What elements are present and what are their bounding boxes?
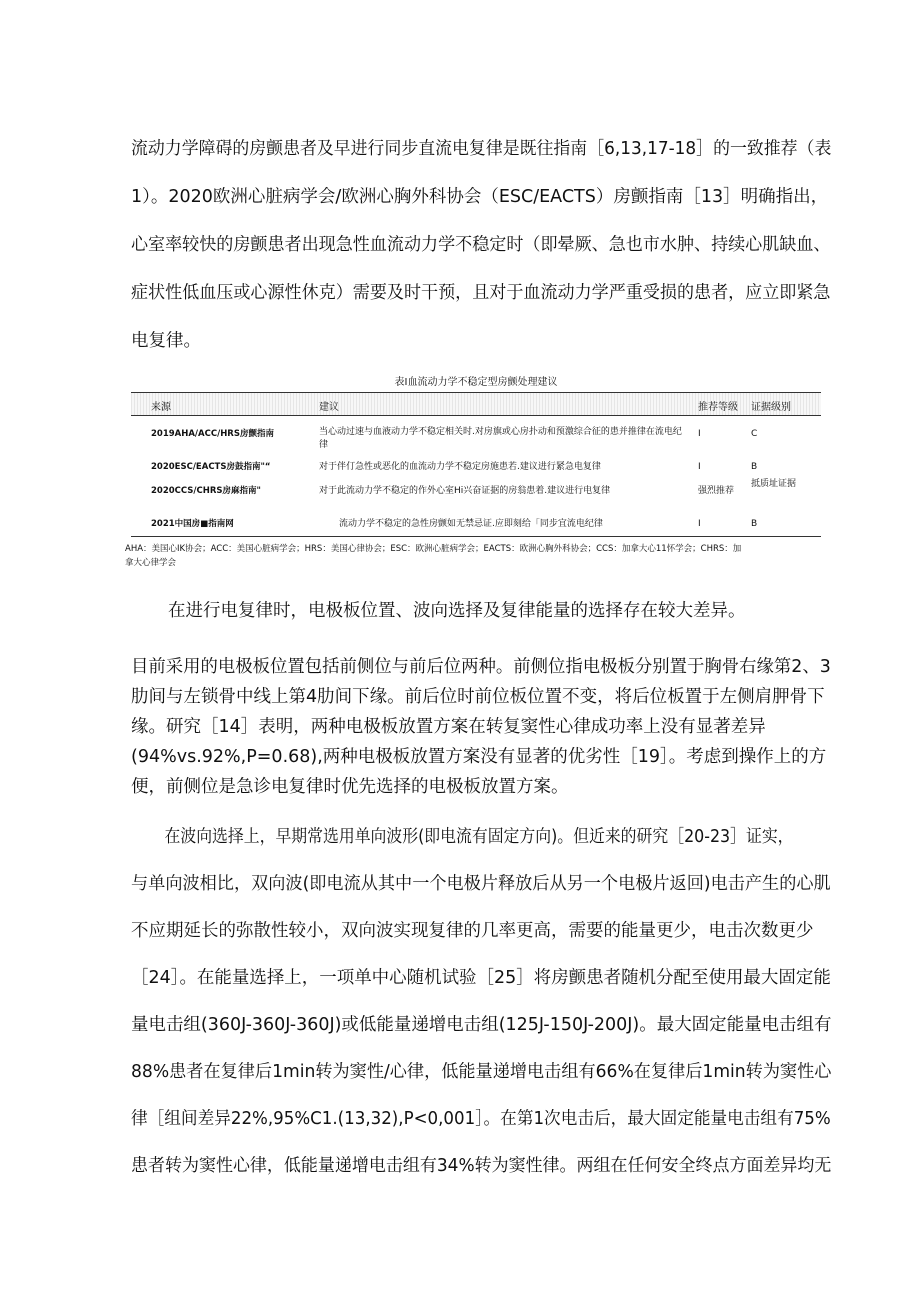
text-line: 流动力学障碍的房颤患者及早进行同步直流电复律是既往指南［6,13,17-18］的一致推荐（表 [131, 139, 832, 159]
text-line: 在波向选择上，早期常选用单向波形(即电流有固定方向)。但近来的研究［20-23］证实， [164, 827, 794, 847]
footnote-line: AHA：美国心IK协会；ACC：美国心脏病学会；HRS：美国心律协会；ESC：欧洲心脏病学会；EACTS：欧洲心胸外科协会；CCS：加拿大心11怀学会；CHRS：加 [125, 544, 742, 554]
recommendation-table [125, 376, 821, 570]
cell-recommendation: 对于此流动力学不稳定的作外心室Hi兴奋证据的房翁患着.建议进行电复律 [319, 486, 611, 496]
cell-evidence: B [751, 462, 758, 472]
text-line: 症状性低血压或心源性休克）需要及时干预，且对于血流动力学严重受损的患者，应立即紧急 [131, 283, 831, 303]
table-row [131, 452, 821, 476]
paragraph-3 [131, 656, 831, 806]
cell-level: I [698, 429, 701, 439]
footnote-line: 拿大心律学会 [125, 558, 177, 568]
text-line: 1）。2020欧洲心脏病学会/欧洲心胸外科协会（ESC/EACTS）房颤指南［13］明确指出， [131, 187, 829, 207]
text-line: 不应期延长的弥散性较小，双向波实现复律的几率更高，需要的能量更少，电击次数更少 [131, 921, 814, 941]
text-line: 心室率较快的房颤患者出现急性血流动力学不稳定时（即晕厥、急也市水肿、持续心肌缺血、 [131, 235, 831, 255]
header-level: 推荐等级 [698, 402, 738, 413]
cell-source: 2020ESC/EACTS房鼓指南"“ [151, 462, 271, 472]
text-line: 88%患者在复律后1min转为窦性/心律，低能量递增电击组有66%在复律后1min转为窦性心 [131, 1062, 832, 1082]
cell-recommendation: 当心动过速与血液动力学不稳定相关时.对房旗或心房扑动和预激综合征的患并推律在流电纪律 [319, 427, 682, 450]
table-header-row [131, 392, 821, 416]
text-line: 缘。研究［14］表明，两种电极板放置方案在转复窦性心律成功率上没有显著差异 [131, 717, 766, 737]
paragraph-1 [131, 138, 831, 378]
cell-evidence: B [751, 519, 758, 529]
cell-recommendation: 对于伴仃急性或恶化的血流动力学不稳定房施患若.建议进行紧急电复律 [319, 462, 601, 472]
cell-evidence: 抵质址证据 [751, 479, 797, 489]
cell-source: 2021中国房■指南网 [151, 519, 234, 529]
table-footnote [125, 536, 821, 570]
cell-level: I [698, 462, 701, 472]
text-line: 律［组间差异22%,95%C1.(13,32),P<0,001］。在第1次电击后，最大固定能量电击组有75% [131, 1109, 831, 1129]
paragraph-2 [168, 597, 868, 622]
table-row [131, 476, 821, 506]
table-row [131, 416, 821, 452]
header-evidence: 证据级别 [751, 402, 791, 413]
cell-source: 2020CCS/CHRS房麻指南" [151, 486, 261, 496]
header-source: 来源 [151, 402, 171, 413]
text-line: 与单向波相比，双向波(即电流从其中一个电极片释放后从另一个电极片返回)电击产生的心肌 [131, 874, 831, 894]
cell-level: I [698, 519, 701, 529]
text-line: 电复律。 [131, 331, 201, 351]
cell-recommendation: 流动力学不稳定的急性房颤如无禁忌证.应即刻给「同步宜流电纪律 [339, 519, 603, 529]
text-line: ［24］。在能量选择上，一项单中心随机试验［25］将房颤患者随机分配至使用最大固定能 [131, 968, 831, 988]
cell-level: 强烈推荐 [698, 486, 735, 496]
table-row [131, 506, 821, 536]
cell-evidence: C [751, 429, 758, 439]
text-line: 肋间与左锁骨中线上第4肋间下缘。前后位时前位板位置不变，将后位板置于左侧肩胛骨下 [131, 687, 825, 707]
text-line: 便，前侧位是急诊电复律时优先选择的电极板放置方案。 [131, 777, 569, 797]
table-caption: 表I血流动力学不稳定型房颤处理建议 [394, 377, 558, 388]
cell-source: 2019AHA/ACC/HRS房颤指南 [151, 429, 274, 439]
text-line: 量电击组(360J-360J-360J)或低能量递增电击组(125J-150J-200J)。最大固定能量电击组有 [131, 1015, 832, 1035]
text-line: (94%vs.92%,P=0.68),两种电极板放置方案没有显著的优劣性［19］。考虑到操作上的方 [131, 747, 827, 767]
text-line: 患者转为窦性心律，低能量递增电击组有34%转为窦性律。两组在任何安全终点方面差异均无 [131, 1156, 832, 1176]
text-line: 目前采用的电极板位置包括前侧位与前后位两种。前侧位指电极板分别置于胸骨右缘第2、3 [131, 657, 831, 677]
header-recommendation: 建议 [319, 402, 339, 413]
text-line: 在进行电复律时，电极板位置、波向选择及复律能量的选择存在较大差异。 [168, 601, 746, 621]
paragraph-4 [131, 826, 831, 1202]
